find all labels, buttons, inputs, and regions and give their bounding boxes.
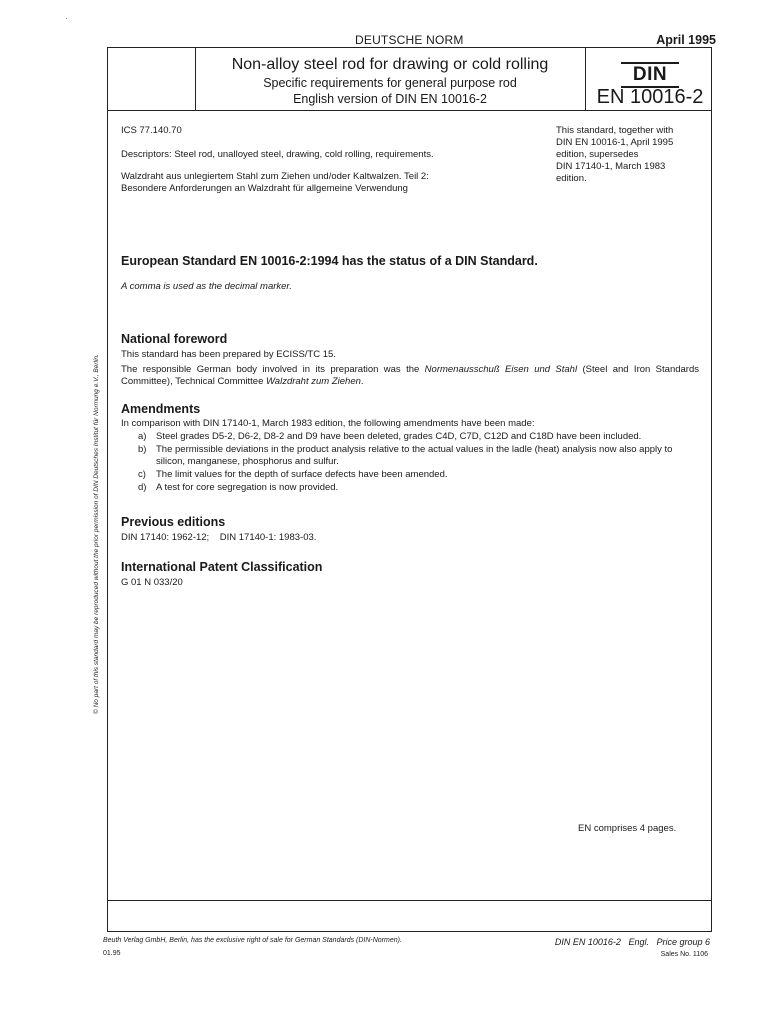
foreword-technical-committee: Walzdraht zum Ziehen	[266, 376, 361, 387]
amendments-section	[121, 403, 699, 494]
copyright-side-note: © No part of this standard may be reproduced without the prior permission of DIN Deutsches Institut für Normung e.V., Berlin.	[93, 354, 100, 714]
english-version-note: English version of DIN EN 10016-2	[293, 92, 487, 106]
foreword-text: .	[360, 376, 364, 387]
amendment-text: A test for core segregation is now provided.	[156, 482, 339, 493]
header-divider	[108, 110, 711, 111]
foreword-text: (Steel and Iron Standards Committee), Technical Committee	[121, 364, 699, 387]
amendment-label: c)	[138, 469, 146, 480]
foreword-text: The responsible German body involved in its preparation was the	[121, 364, 425, 375]
previous-editions-heading: Previous editions	[121, 515, 226, 529]
national-foreword-section	[121, 333, 699, 388]
amendment-item	[121, 482, 699, 494]
decimal-marker-note: A comma is used as the decimal marker.	[121, 281, 292, 292]
header-right-divider	[585, 48, 586, 110]
previous-editions-section	[121, 516, 699, 544]
amendment-text: The permissible deviations in the product analysis relative to the actual values in the ladle (heat) analysis now also apply to silicon, manganese, phosphorus and sulfur.	[156, 444, 673, 467]
document-title: Non-alloy steel rod for drawing or cold rolling	[231, 56, 549, 73]
foreword-committee-name: Normenausschuß Eisen und Stahl	[424, 364, 578, 375]
document-subtitle: Specific requirements for general purpose rod	[263, 76, 517, 90]
supersedes-line: DIN 17140-1, March 1983	[556, 161, 666, 172]
patent-classification-code: G 01 N 033/20	[121, 577, 183, 588]
amendment-label: b)	[138, 444, 147, 455]
norm-label: DEUTSCHE NORM	[355, 33, 464, 47]
amendment-item	[121, 444, 699, 468]
german-title-line-2: Besondere Anforderungen an Walzdraht für allgemeine Verwendung	[121, 183, 408, 194]
foreword-paragraph-2	[121, 364, 699, 388]
footer-divider	[108, 900, 711, 901]
amendments-intro: In comparison with DIN 17140-1, March 1983 edition, the following amendments have been made:	[121, 418, 535, 429]
foreword-paragraph-1: This standard has been prepared by ECISS/TC 15.	[121, 349, 336, 360]
page-count-note: EN comprises 4 pages.	[578, 823, 677, 834]
amendment-item	[121, 469, 699, 481]
din-logo-text: DIN	[632, 64, 668, 85]
ics-code: ICS 77.140.70	[121, 125, 182, 136]
meta-block	[121, 125, 541, 195]
german-title-line-1: Walzdraht aus unlegiertem Stahl zum Ziehen und/oder Kaltwalzen. Teil 2:	[121, 171, 429, 182]
supersedes-line: edition.	[556, 173, 587, 184]
supersedes-note	[556, 125, 706, 185]
sales-number: Sales No. 1106	[660, 951, 708, 958]
amendment-label: a)	[138, 431, 147, 442]
patent-classification-section	[121, 561, 699, 589]
footer-reference: DIN EN 10016-2 Engl. Price group 6	[554, 937, 710, 947]
supersedes-line: edition, supersedes	[556, 149, 639, 160]
patent-classification-heading: International Patent Classification	[121, 560, 323, 574]
descriptors: Descriptors: Steel rod, unalloyed steel, drawing, cold rolling, requirements.	[121, 149, 434, 160]
amendments-heading: Amendments	[121, 402, 201, 416]
standard-number: EN 10016-2	[596, 86, 704, 108]
amendment-label: d)	[138, 482, 147, 493]
amendment-item	[121, 431, 699, 443]
scan-mark: ·	[65, 14, 68, 23]
amendment-text: Steel grades D5-2, D6-2, D8-2 and D9 have been deleted, grades C4D, C7D, C12D and C18D have been included.	[156, 431, 642, 442]
national-foreword-heading: National foreword	[121, 332, 228, 346]
amendment-text: The limit values for the depth of surface defects have been amended.	[156, 469, 448, 480]
previous-editions-text: DIN 17140: 1962-12; DIN 17140-1: 1983-03.	[121, 532, 317, 543]
din-logo	[617, 62, 683, 88]
publisher-note: Beuth Verlag GmbH, Berlin, has the exclusive right of sale for German Standards (DIN-Normen).	[103, 937, 402, 944]
supersedes-line: DIN EN 10016-1, April 1995	[556, 137, 674, 148]
standard-status: European Standard EN 10016-2:1994 has the status of a DIN Standard.	[121, 254, 538, 268]
edition-code: 01.95	[103, 950, 121, 957]
supersedes-line: This standard, together with	[556, 125, 674, 136]
issue-date: April 1995	[656, 33, 716, 47]
